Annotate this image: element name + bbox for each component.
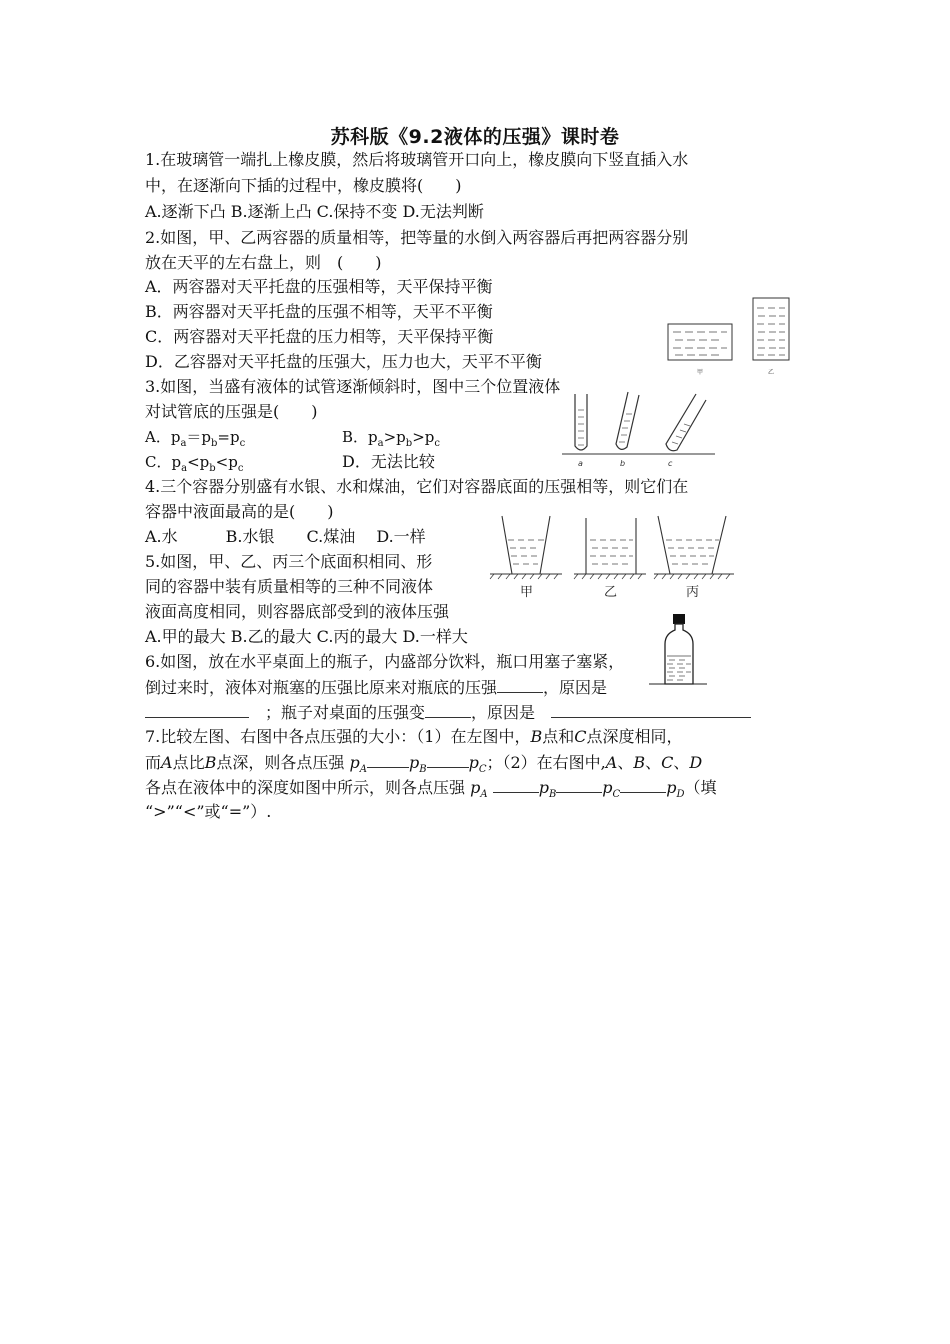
q5-stem-line1: 5.如图，甲、乙、丙三个底面积相同、形 [145, 552, 433, 571]
q5-options: A.甲的最大 B.乙的最大 C.丙的最大 D.一样大 [145, 627, 468, 646]
q2-containers-figure [665, 296, 805, 378]
q6-blank-3[interactable] [425, 702, 471, 718]
q3-stem-line2: 对试管底的压强是( ) [145, 402, 318, 421]
q2-stem-line1: 2.如图，甲、乙两容器的质量相等，把等量的水倒入两容器后再把两容器分别 [145, 228, 689, 247]
q5-container-jia [490, 516, 562, 579]
q7-stem-line2: 而A点比B点深，则各点压强 $p_A$ $p_B$ $p_C$；（2）在右图中,A、B、C、D [145, 753, 703, 776]
q6-stem-line1: 6.如图，放在水平桌面上的瓶子，内盛部分饮料，瓶口用塞子塞紧， [145, 652, 625, 671]
q2-label-yi: 乙 [768, 369, 775, 376]
q5-container-yi [574, 518, 646, 579]
q5-label-yi: 乙 [604, 585, 618, 600]
q6-stem-line2: 倒过来时，液体对瓶塞的压强比原来对瓶底的压强 ，原因是 [145, 678, 608, 697]
q2-stem-line2: 放在天平的左右盘上，则 ( ) [145, 253, 382, 272]
q2-option-d: D．乙容器对天平托盘的压强大，压力也大，天平不平衡 [145, 352, 542, 371]
q5-containers-figure [490, 510, 740, 602]
q3-label-b: b [620, 459, 626, 468]
q4-stem-line1: 4.三个容器分别盛有水银、水和煤油，它们对容器底面的压强相等，则它们在 [145, 477, 689, 496]
q7-blank-4[interactable] [556, 777, 602, 793]
q1-options: A.逐渐下凸 B.逐渐上凸 C.保持不变 D.无法判断 [145, 202, 484, 221]
q3-option-b: B．$p_a>p_b>p_c$ [342, 428, 440, 449]
q2-option-b: B．两容器对天平托盘的压强不相等，天平不平衡 [145, 302, 493, 321]
q5-container-bing [654, 516, 734, 579]
q6-blank-2[interactable] [145, 702, 249, 718]
q3-option-d: D．无法比较 [342, 452, 435, 471]
q1-stem-line2: 中，在逐渐向下插的过程中，橡皮膜将( ) [145, 176, 462, 195]
q5-stem-line2: 同的容器中装有质量相等的三种不同液体 [145, 577, 434, 596]
q3-tube-c [666, 394, 706, 451]
q3-option-c: C．$p_a<p_b<p_c$ [145, 453, 244, 474]
q2-container-yi [753, 298, 789, 360]
q2-water-jia [673, 332, 727, 355]
q3-stem-line1: 3.如图，当盛有液体的试管逐渐倾斜时，图中三个位置液体 [145, 377, 561, 396]
q3-label-a: a [578, 459, 583, 468]
q3-tube-a [575, 394, 587, 450]
q7-blank-5[interactable] [620, 777, 666, 793]
q3-option-a: A．$p_a=p_b=p_c$ [145, 428, 246, 449]
q6-bottle-body [665, 624, 693, 684]
q4-stem-line2: 容器中液面最高的是( ) [145, 502, 334, 521]
q2-label-jia: 甲 [697, 369, 704, 376]
q6-stem-line3: ；瓶子对桌面的压强变 ，原因是 [145, 702, 751, 723]
q5-stem-line3: 液面高度相同，则容器底部受到的液体压强 [145, 602, 450, 621]
q2-option-a: A．两容器对天平托盘的压强相等，天平保持平衡 [145, 277, 493, 296]
q7-stem-line3: 各点在液体中的深度如图中所示，则各点压强 $p_A$ $p_B$ $p_C$ $p_D$（填 [145, 778, 717, 801]
q7-stem-line4: “>”“<”或“=”）. [145, 802, 272, 821]
q5-label-jia: 甲 [520, 585, 534, 600]
q7-blank-2[interactable] [427, 752, 469, 768]
q3-test-tubes-figure [560, 390, 720, 472]
q6-blank-1[interactable] [497, 677, 543, 693]
q6-bottle-cap [673, 614, 685, 624]
q4-options: A.水 B.水银 C.煤油 D.一样 [145, 527, 426, 546]
q2-option-c: C．两容器对天平托盘的压力相等，天平保持平衡 [145, 327, 494, 346]
q7-blank-3[interactable] [493, 777, 539, 793]
q6-blank-4[interactable] [551, 702, 751, 718]
q7-blank-1[interactable] [367, 752, 409, 768]
q5-label-bing: 丙 [686, 585, 700, 600]
q1-stem-line1: 1.在玻璃管一端扎上橡皮膜，然后将玻璃管开口向上，橡皮膜向下竖直插入水 [145, 150, 689, 169]
q2-water-yi [757, 308, 785, 355]
page-title: 苏科版《9.2液体的压强》课时卷 [330, 126, 620, 148]
q3-label-c: c [668, 459, 673, 468]
q6-bottle-figure [645, 612, 715, 692]
q3-tube-b [616, 392, 639, 449]
q7-stem-line1: 7.比较左图、右图中各点压强的大小：（1）在左图中，B点和C点深度相同， [145, 727, 683, 746]
